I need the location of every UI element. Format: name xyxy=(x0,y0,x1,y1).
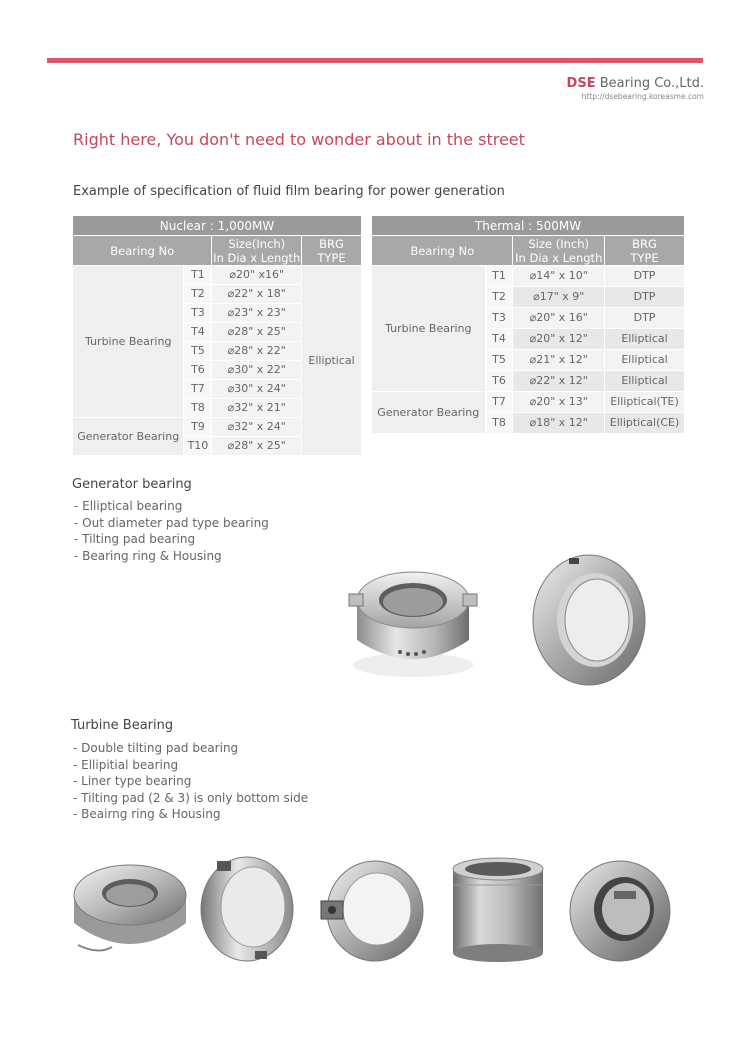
size-cell: ⌀18" x 12" xyxy=(513,413,605,434)
size-cell: ⌀32" x 24" xyxy=(212,418,302,437)
bearing-no-cell: T8 xyxy=(184,399,212,418)
type-cell: DTP xyxy=(605,287,685,308)
bearing-no-cell: T1 xyxy=(485,266,513,287)
bearing-no-cell: T7 xyxy=(184,380,212,399)
turbine-section-title: Turbine Bearing xyxy=(71,718,174,733)
size-cell: ⌀30" x 22" xyxy=(212,361,302,380)
bearing-no-cell: T6 xyxy=(485,371,513,392)
type-cell: DTP xyxy=(605,266,685,287)
nuclear-header-size: Size(Inch) In Dia x Length xyxy=(213,236,301,265)
type-cell: Elliptical xyxy=(605,329,685,350)
turbine-bearing-photo-4 xyxy=(445,855,550,965)
nuclear-type-cell: Elliptical xyxy=(302,266,362,456)
list-item: - Liner type bearing xyxy=(73,774,192,788)
table-row xyxy=(372,392,685,413)
bearing-no-cell: T6 xyxy=(184,361,212,380)
type-cell: Elliptical xyxy=(605,350,685,371)
generator-section-title: Generator bearing xyxy=(72,477,192,492)
size-cell: ⌀17" x 9" xyxy=(513,287,605,308)
size-cell: ⌀28" x 25" xyxy=(212,437,302,456)
company-name-bold: DSE xyxy=(566,76,596,91)
generator-feature-list xyxy=(74,498,269,564)
bearing-no-cell: T9 xyxy=(184,418,212,437)
type-cell: Elliptical xyxy=(605,371,685,392)
bearing-no-cell: T5 xyxy=(184,342,212,361)
bearing-no-cell: T4 xyxy=(485,329,513,350)
bearing-no-cell: T7 xyxy=(485,392,513,413)
type-cell: Elliptical(TE) xyxy=(605,392,685,413)
generator-bearing-photo-2 xyxy=(525,548,650,693)
thermal-table-title: Thermal : 500MW xyxy=(372,216,685,236)
size-cell: ⌀22" x 18" xyxy=(212,285,302,304)
headline: Right here, You don't need to wonder about in the street xyxy=(73,130,525,149)
thermal-turbine-group: Turbine Bearing xyxy=(372,266,486,392)
size-cell: ⌀28" x 25" xyxy=(212,323,302,342)
thermal-header-type: BRG TYPE xyxy=(605,236,685,266)
bearing-no-cell: T3 xyxy=(485,308,513,329)
thermal-generator-group: Generator Bearing xyxy=(372,392,486,434)
list-item: - Double tilting pad bearing xyxy=(73,741,239,755)
turbine-feature-list xyxy=(73,740,308,823)
list-item: - Tilting pad (2 & 3) is only bottom side xyxy=(73,790,309,805)
table-row xyxy=(73,266,362,285)
turbine-bearing-photo-5 xyxy=(566,855,676,965)
size-cell: ⌀23" x 23" xyxy=(212,304,302,323)
list-item: - Bearing ring & Housing xyxy=(74,548,222,563)
list-item: - Ellipitial bearing xyxy=(73,757,179,772)
list-item: - Elliptical bearing xyxy=(74,499,183,513)
thermal-header-size: Size (Inch) In Dia x Length xyxy=(513,236,605,266)
bearing-no-cell: T2 xyxy=(184,285,212,304)
nuclear-header-bearing-no: Bearing No xyxy=(73,236,212,266)
list-item: - Beairng ring & Housing xyxy=(73,807,221,821)
type-cell: DTP xyxy=(605,308,685,329)
generator-bearing-photo-1 xyxy=(345,560,480,685)
turbine-bearing-photo-2 xyxy=(197,853,297,965)
company-name xyxy=(567,76,704,91)
thermal-spec-table xyxy=(371,215,685,434)
list-item: - Out diameter pad type bearing xyxy=(74,515,269,530)
company-header xyxy=(567,76,704,101)
size-cell: ⌀32" x 21" xyxy=(212,399,302,418)
turbine-bearing-photo-3 xyxy=(315,855,427,965)
table-caption: Example of specification of fluid film bearing for power generation xyxy=(73,184,505,199)
nuclear-spec-table xyxy=(72,215,362,456)
size-cell: ⌀28" x 22" xyxy=(212,342,302,361)
nuclear-generator-group: Generator Bearing xyxy=(73,418,184,456)
size-cell: ⌀20" x16" xyxy=(212,266,302,285)
bearing-no-cell: T3 xyxy=(184,304,212,323)
size-cell: ⌀20" x 12" xyxy=(513,329,605,350)
size-cell: ⌀22" x 12" xyxy=(513,371,605,392)
type-cell: Elliptical(CE) xyxy=(605,413,685,434)
bearing-no-cell: T4 xyxy=(184,323,212,342)
nuclear-header-type: BRG TYPE xyxy=(302,236,362,266)
nuclear-table-title: Nuclear : 1,000MW xyxy=(73,216,362,236)
nuclear-turbine-group: Turbine Bearing xyxy=(73,266,184,418)
size-cell: ⌀21" x 12" xyxy=(513,350,605,371)
table-row xyxy=(372,266,685,287)
size-cell: ⌀30" x 24" xyxy=(212,380,302,399)
bearing-no-cell: T2 xyxy=(485,287,513,308)
company-name-rest: Bearing Co.,Ltd. xyxy=(599,76,704,91)
bearing-no-cell: T8 xyxy=(485,413,513,434)
bearing-no-cell: T5 xyxy=(485,350,513,371)
bearing-no-cell: T1 xyxy=(184,266,212,285)
top-accent-line xyxy=(47,58,703,63)
turbine-bearing-photo-1 xyxy=(68,855,193,965)
company-url[interactable]: http://dsebearing.koreasme.com xyxy=(581,92,704,101)
size-cell: ⌀14" x 10" xyxy=(513,266,605,287)
thermal-header-bearing-no: Bearing No xyxy=(372,236,513,266)
bearing-no-cell: T10 xyxy=(184,437,212,456)
list-item: - Tilting pad bearing xyxy=(74,532,196,546)
size-cell: ⌀20" x 13" xyxy=(513,392,605,413)
size-cell: ⌀20" x 16" xyxy=(513,308,605,329)
